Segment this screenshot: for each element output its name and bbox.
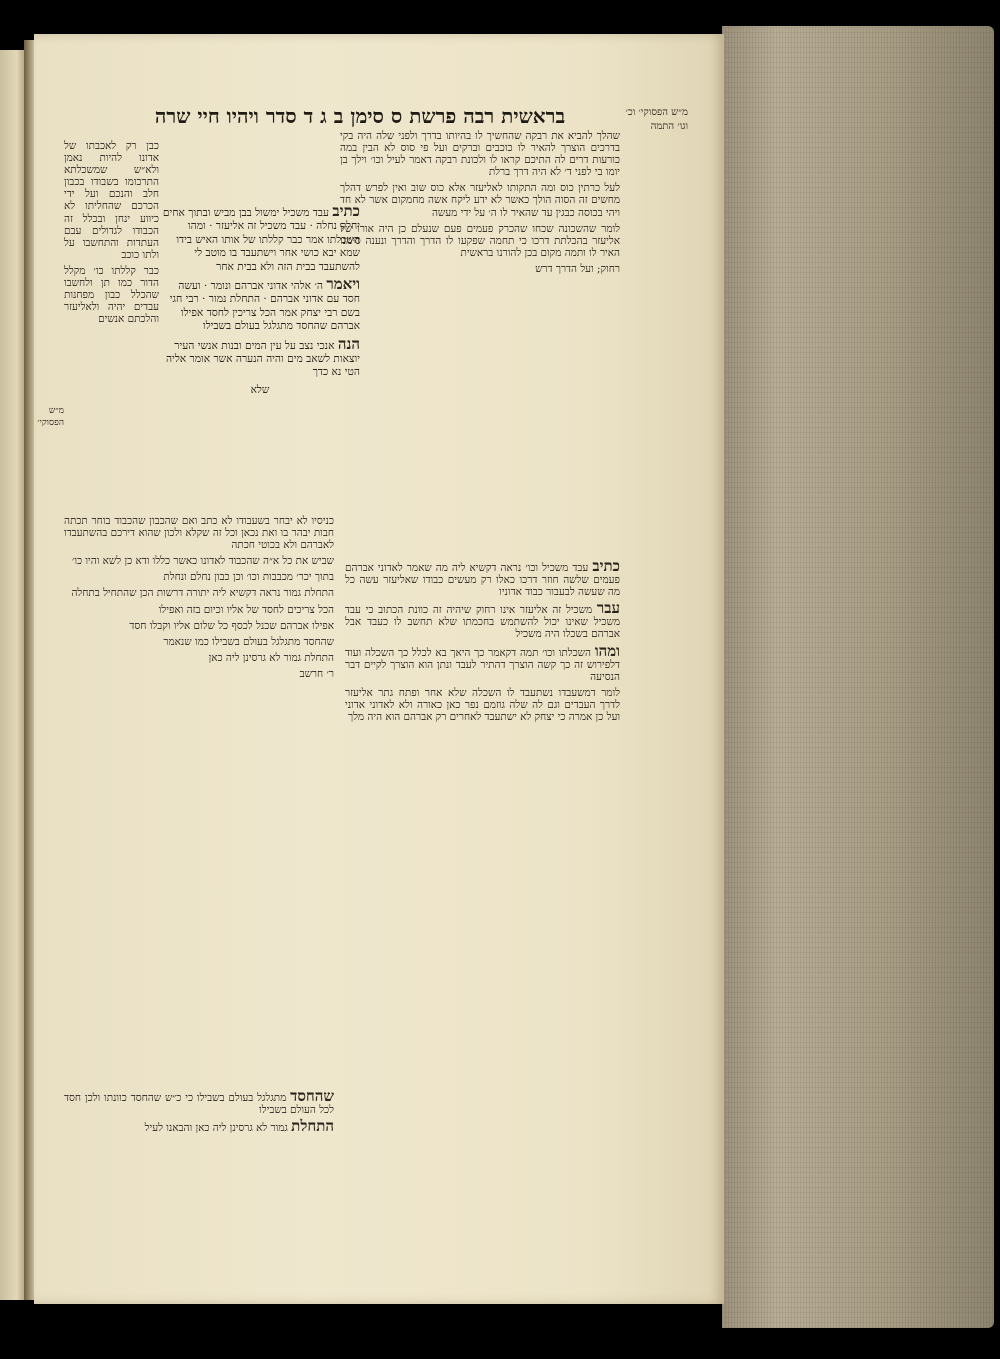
commentary-paragraph: לומר דמשעבדו נשתעבד לו השכלה שלא אחר ופתח גתר אליעזר לדרך העבדים וגם לה שלה גוזמם נפר כאן כאורה ולא לאדוני אדוני ועל כן אמרה כי יצחק לא ישתעבד לאחרים רק אברהם הוא היה מלך [345, 686, 620, 724]
commentary-paragraph: לעל כרתין כוס ומה התקותו לאליעזר אלא כוס שוב ואין לפרש דהלך מחשים זה הסוה הולך כאשר לא ידע ליקח אשה מחמקום אשר לא חד ויהי בכוסה כבגין עד שהאיר לו ה׳ על ידי מעשה [340, 182, 620, 219]
commentary-paragraph [64, 1087, 335, 1117]
commentary-body: משכיל זה אליעזר אינו רחוק שיהיה זה כוונת הכתוב כי עבד משכיל שאינו יכול להשתמש בחכמתו שלא תחשב לו כעבד אבל אברהם בשכלו היה משכיל [345, 604, 620, 641]
main-text-section [160, 275, 360, 334]
commentary-left-column [64, 140, 159, 329]
commentary-paragraph: כבן רק לאכבתו של אדונו להיות נאמן ולא״ש שמשכלתא התרכומו בשבודו בכבון חלב והנכם ועל ידי הכרכם שהחליתו לא כיווע ינחן ובכלל זה הכבודו לגדולים עבם העתדות והתחשבו על ולתו כוכב [64, 140, 159, 261]
facing-page-edge [0, 50, 24, 1300]
commentary-paragraph: כניסיו לא יבחר בשעבודו לא כתב ואם שהכבון שהכבוד בוחר תכתה חבות יבהר בו ואת נכאן וכל זה שקלא ולכון שהוא דירכם בהשתעבדו לאברהם ולא בכוטי חכתה [64, 515, 334, 552]
commentary-paragraph: ר׳ חרשב [299, 667, 334, 680]
lemma-heading: כתיב [592, 557, 620, 575]
commentary-body: עבד משכיל וכו׳ נראה דקשיא ליה מה שאמר לאדוני אברהם פעמים שלשה חוזר דרכו כאלו רק מעשים כבודו שאליעזר עשה כל מה שעשה לבעבור כבוד אדוניו [345, 562, 620, 599]
main-text-body: שלא [250, 383, 270, 396]
running-header: בראשית רבה פרשת ס סימן ב ג ד סדר ויהיו חיי שרה [154, 104, 566, 128]
lemma-heading: ומהו [594, 641, 621, 660]
commentary-body: השכלתו וכו׳ תמה דקאמר כך היאך בא לכלל כך השכלה ועוד דלפירוש זה כך קשה הוצרך דהתיר לעבד ונתן הוא הוצרך לקיים דבר הנסיעה [345, 646, 620, 683]
margin-note-inner: מ״ש הפסוקי׳ [37, 406, 64, 428]
commentary-body: מתגלגל בעולם בשבילו כי כ״ש שהחסד כוונתו ולכן חסד לכל העולם בשבילו [64, 1092, 334, 1117]
main-text-body: ה׳ אלהי אדוני אברהם ונומר · ועשה חסד עם אדוני אברהם · התחלת נמור · רבי חגי בשם רבי יצחק אמר הכל צריכין לחסד אפילו אברהם שהחסד מתגלגל בעולם בשבילו [169, 280, 360, 333]
main-text-body: אנכי נצב על עין המים ובנות אנשי העיר יוצאות לשאב מים והיה הנערה אשר אומר אליה הטי נא כדך [165, 339, 360, 379]
commentary-body: גמור לא גרסינן ליה כאן והבאנו לעיל [144, 1122, 288, 1135]
commentary-paragraph: שביש את כל א״ה שהכבוד לאדונו כאשר כללו ודא כן לשא והיו כו׳ [71, 555, 334, 568]
lemma-heading: שהחסד [290, 1087, 335, 1105]
commentary-paragraph: לומר שהשכונה שכחו שהכרק פעמים פעם שנעלם כן היה אורו של אליעזר בהכלתת דרכו כי תחמה שפקעו לו הדרך והדרך ונענה סימנו האיר לו ותמה מקום בכן להורנו בראשית [340, 222, 620, 259]
commentary-right-lower [345, 557, 621, 727]
commentary-paragraph [345, 599, 620, 641]
lemma-heading: הנה [337, 334, 360, 353]
commentary-paragraph: רחוק; ועל הדרך דרש [535, 262, 620, 275]
commentary-paragraph: כבר קללתו כו׳ מקלל הדור כמו תן ולחשבו שהכלל כבון מפחנות עבדים יהיה ולאליעזר והלכתם אנשים [64, 264, 159, 326]
lemma-heading: התחלת [291, 1117, 334, 1136]
commentary-paragraph [345, 557, 620, 599]
commentary-left-lower [64, 515, 334, 684]
lemma-heading: ויאמר [326, 275, 360, 294]
margin-note: מ״ש הפסוקי׳ וכ׳ וגו׳ התמה [625, 107, 688, 132]
commentary-paragraph: שהלך להביא את רבקה שהחשיך לו בהיותו בדרך ולפני שלה היה בקי בדרכים הוצרך להאיר לו כוכבים וברקים ועל פי סוס לא הבין במה כורעות דרים לה התיכם קראו לו ולכונת רבקה דאמר לעיל וכו׳ וילך בן יומו בי לפני ד׳ לא היה דרך ברלת [340, 130, 620, 179]
commentary-paragraph: התחלת גמור נראה דקשיא ליה יתורה דרשות הכן שהתחיל בתחלה [71, 587, 334, 600]
commentary-paragraph: שהחסד מתגלגל בעולם בשבילו כמו שנאמר [163, 635, 334, 648]
lemma-heading: כתיב [332, 202, 360, 220]
commentary-left-bottom [64, 1087, 335, 1138]
main-text-body: עבד משכיל ימשול בבן מביש ובתוך אחים יחלק נחלה · עבד משכיל זה אליעזר · ומהו השכלתו אמר כבר קללתו של אותו האיש בידו שמא יבא כושי אחר וישתעבד בו מוטב לי להשתעבד בבית הזה ולא בבית אחר [162, 207, 360, 273]
midrash-main-text [160, 202, 360, 401]
commentary-paragraph [64, 1117, 334, 1136]
commentary-paragraph: התחלת גמור לא גרסינן ליה כאן [208, 651, 334, 664]
commentary-right-column [340, 130, 620, 279]
main-text-section [160, 202, 360, 274]
commentary-paragraph: בתוך יכר׳ מכבבות וכו׳ וכן כבון נחלם ונחלת [163, 571, 334, 584]
lemma-heading: עבר [596, 599, 620, 618]
main-text-section [160, 384, 360, 397]
main-text-section [160, 334, 360, 380]
commentary-paragraph [345, 641, 621, 683]
commentary-paragraph: אפילו אברהם שכנל לכסף כל שלום אליו וקבלו חסד [129, 619, 334, 632]
commentary-paragraph: הכל צריכים לחסד של אליו וכיום בזה ואפילו [158, 603, 334, 616]
book-fore-edge [722, 26, 994, 1328]
